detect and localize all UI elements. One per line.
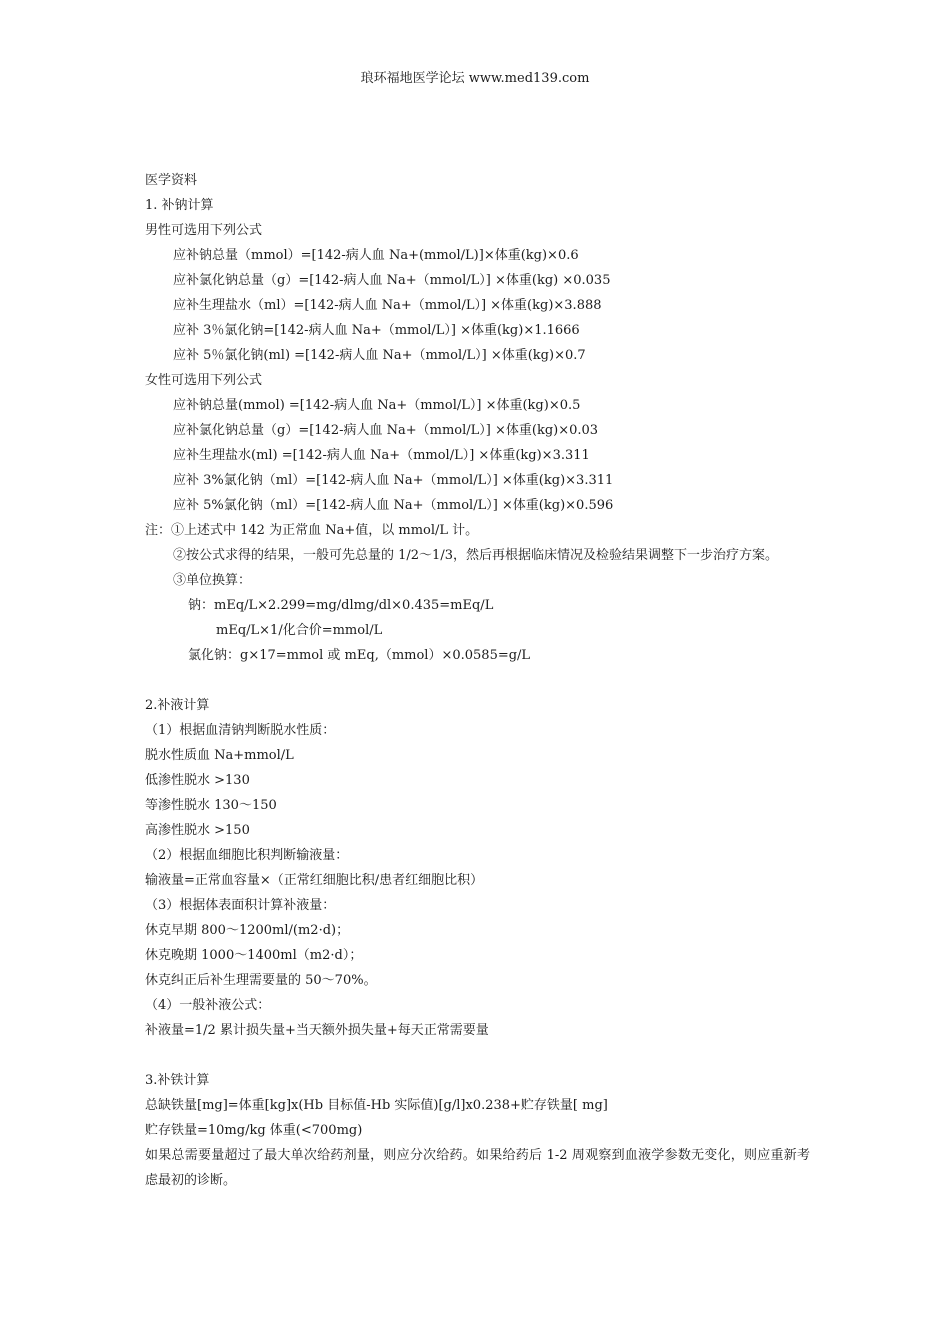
section-2-title: 2.补液计算 (145, 698, 210, 713)
fluid-line: 休克晚期 1000～1400ml（m2·d）； (145, 948, 363, 963)
male-formula: 应补 3％氯化钠=[142-病人血 Na+（mmol/L）] ×体重(kg)×1.1666 (173, 323, 580, 338)
note-3: ③单位换算： (173, 573, 252, 588)
iron-line: 贮存铁量=10mg/kg 体重(<700mg) (145, 1123, 363, 1138)
conversion-sodium: 钠：mEq/L×2.299=mg/dlmg/dl×0.435=mEq/L (188, 598, 494, 613)
fluid-line: （2）根据血细胞比积判断输液量： (145, 848, 349, 863)
male-formula: 应补 5％氯化钠(ml) =[142-病人血 Na+（mmol/L）] ×体重(kg)×0.7 (173, 348, 586, 363)
page-header: 琅环福地医学论坛 www.med139.com (360, 71, 590, 86)
male-formulas-title: 男性可选用下列公式 (145, 223, 263, 238)
fluid-line: 休克早期 800～1200ml/(m2·d)； (145, 923, 350, 938)
note-2: ②按公式求得的结果，一般可先总量的 1/2～1/3，然后再根据临床情况及检验结果调整下一步治疗方案。 (173, 548, 778, 563)
note-1: 注：①上述式中 142 为正常血 Na+值，以 mmol/L 计。 (145, 523, 479, 538)
iron-paragraph: 如果总需要量超过了最大单次给药剂量，则应分次给药。如果给药后 1-2 周观察到血液学参数无变化，则应重新考虑最初的诊断。 (145, 1148, 810, 1188)
male-formula: 应补氯化钠总量（g）=[142-病人血 Na+（mmol/L）] ×体重(kg) ×0.035 (173, 273, 611, 288)
fluid-line: 等渗性脱水 130～150 (145, 798, 277, 813)
fluid-line: （4）一般补液公式： (145, 998, 271, 1013)
male-formula: 应补钠总量（mmol）=[142-病人血 Na+(mmol/L)]×体重(kg)×0.6 (173, 248, 579, 263)
conversion-nacl: 氯化钠：g×17=mmol 或 mEq,（mmol）×0.0585=g/L (188, 648, 531, 663)
female-formulas-title: 女性可选用下列公式 (145, 373, 263, 388)
fluid-line: 输液量=正常血容量×（正常红细胞比积/患者红细胞比积） (145, 873, 484, 888)
doc-title: 医学资料 (145, 173, 198, 188)
female-formula: 应补氯化钠总量（g）=[142-病人血 Na+（mmol/L）] ×体重(kg)×0.03 (173, 423, 599, 438)
section-3-title: 3.补铁计算 (145, 1073, 210, 1088)
female-formula: 应补钠总量(mmol) =[142-病人血 Na+（mmol/L）] ×体重(kg)×0.5 (173, 398, 581, 413)
section-1-title: 1. 补钠计算 (145, 198, 214, 213)
fluid-line: 低渗性脱水 >130 (145, 773, 250, 788)
female-formula: 应补生理盐水(ml) =[142-病人血 Na+（mmol/L）] ×体重(kg)×3.311 (173, 448, 590, 463)
conversion-valence: mEq/L×1/化合价=mmol/L (216, 623, 383, 638)
document-body (145, 168, 810, 1193)
female-formula: 应补 5%氯化钠（ml）=[142-病人血 Na+（mmol/L）] ×体重(kg)×0.596 (173, 498, 614, 513)
fluid-line: （3）根据体表面积计算补液量： (145, 898, 336, 913)
female-formula: 应补 3%氯化钠（ml）=[142-病人血 Na+（mmol/L）] ×体重(kg)×3.311 (173, 473, 614, 488)
fluid-line: 休克纠正后补生理需要量的 50～70%。 (145, 973, 377, 988)
iron-line: 总缺铁量[mg]=体重[kg]x(Hb 目标值-Hb 实际值)[g/l]x0.238+贮存铁量[ mg] (145, 1098, 608, 1113)
fluid-line: 补液量=1/2 累计损失量+当天额外损失量+每天正常需要量 (145, 1023, 489, 1038)
fluid-line: 高渗性脱水 >150 (145, 823, 250, 838)
fluid-line: 脱水性质血 Na+mmol/L (145, 748, 294, 763)
male-formula: 应补生理盐水（ml）=[142-病人血 Na+（mmol/L）] ×体重(kg)×3.888 (173, 298, 602, 313)
fluid-line: （1）根据血清钠判断脱水性质： (145, 723, 336, 738)
